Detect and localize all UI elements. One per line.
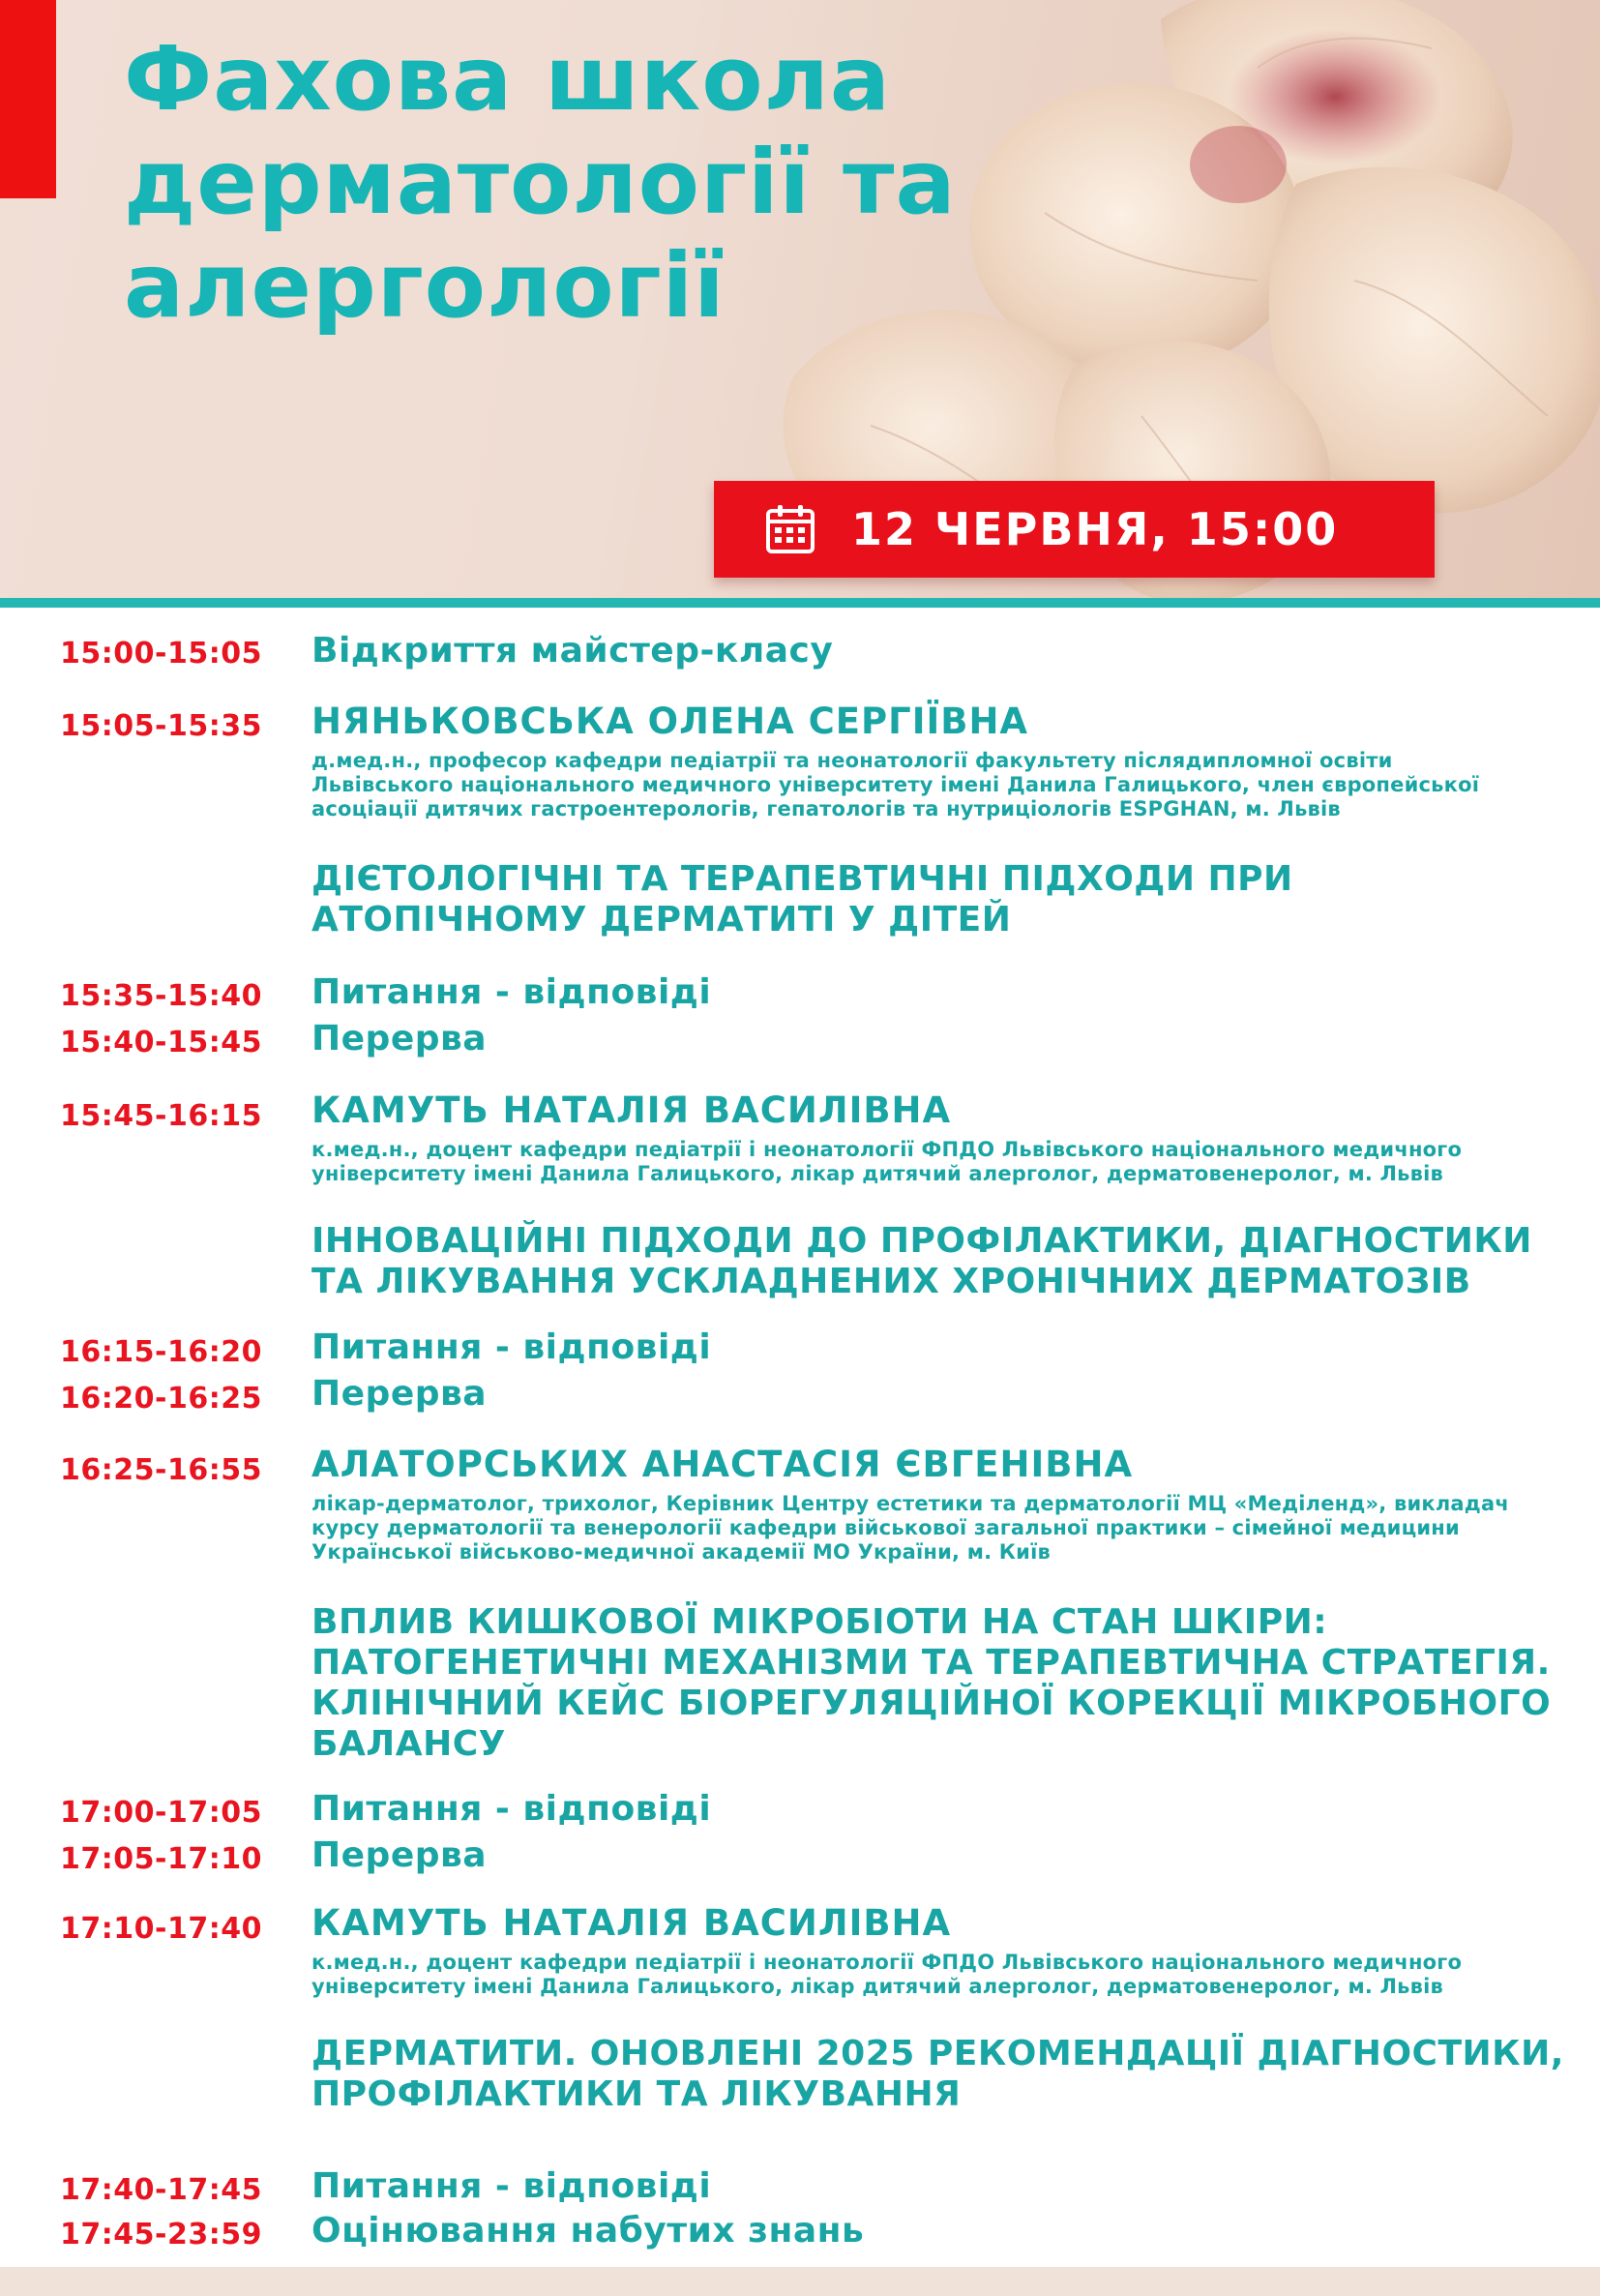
schedule-item — [311, 1374, 1588, 1414]
topic-line: ДІЄТОЛОГІЧНІ ТА ТЕРАПЕВТИЧНІ ПІДХОДИ ПРИ — [311, 859, 1293, 899]
speaker-bio — [311, 749, 1588, 821]
time-slot: 15:40-15:45 — [60, 1026, 262, 1059]
time-slot: 17:05-17:10 — [60, 1842, 262, 1876]
topic-line: ПРОФІЛАКТИКИ ТА ЛІКУВАННЯ — [311, 2074, 962, 2114]
topic-line: ДЕРМАТИТИ. ОНОВЛЕНІ 2025 РЕКОМЕНДАЦІЇ ДІАГНОСТИКИ, — [311, 2034, 1564, 2073]
topic-line: ВПЛИВ КИШКОВОЇ МІКРОБІОТИ НА СТАН ШКІРИ: — [311, 1602, 1328, 1642]
speaker-block — [311, 1902, 1588, 1999]
speaker-name: НЯНЬКОВСЬКА ОЛЕНА СЕРГІЇВНА — [311, 701, 1029, 742]
item-title: Питання - відповіді — [311, 1327, 712, 1367]
topic-line: ПАТОГЕНЕТИЧНІ МЕХАНІЗМИ ТА ТЕРАПЕВТИЧНА СТРАТЕГІЯ. — [311, 1643, 1551, 1683]
talk-topic — [311, 1221, 1532, 1302]
talk-topic — [311, 2034, 1564, 2115]
speaker-bio — [311, 1492, 1588, 1565]
red-accent-bar — [0, 0, 56, 198]
item-title: Оцінювання набутих знань — [311, 2211, 865, 2251]
hero-banner — [0, 0, 1600, 600]
item-title: Відкриття майстер-класу — [311, 631, 834, 671]
bio-line: Львівського національного медичного університету імені Данила Галицького, член європейської — [311, 773, 1480, 796]
bio-line: к.мед.н., доцент кафедри педіатрії і неонатології ФПДО Львівського національного медичного — [311, 1138, 1463, 1161]
bio-line: асоціації дитячих гастроентерологів, гепатологів та нутриціологів ESPGHAN, м. Львів — [311, 797, 1341, 820]
time-slot: 17:00-17:05 — [60, 1796, 262, 1830]
schedule-item — [311, 1019, 1588, 1059]
bio-line: курсу дерматології та венерології кафедри військової загальної практики – сімейної медицини — [311, 1516, 1460, 1539]
speaker-name: АЛАТОРСЬКИХ АНАСТАСІЯ ЄВГЕНІВНА — [311, 1444, 1134, 1485]
schedule-item — [311, 1327, 1588, 1367]
item-title: Питання - відповіді — [311, 972, 712, 1012]
schedule-item — [311, 1835, 1588, 1875]
topic-line: БАЛАНСУ — [311, 1724, 506, 1764]
calendar-icon — [764, 503, 816, 555]
item-title: Перерва — [311, 1374, 488, 1414]
title-line: дерматології та — [124, 131, 957, 234]
speaker-bio — [311, 1951, 1588, 1999]
speaker-bio — [311, 1138, 1588, 1186]
topic-line: КЛІНІЧНИЙ КЕЙС БІОРЕГУЛЯЦІЙНОЇ КОРЕКЦІЇ МІКРОБНОГО — [311, 1684, 1552, 1723]
schedule-item — [311, 972, 1588, 1012]
speaker-name: КАМУТЬ НАТАЛІЯ ВАСИЛІВНА — [311, 1089, 952, 1131]
time-slot: 17:10-17:40 — [60, 1912, 262, 1946]
topic-line: ІННОВАЦІЙНІ ПІДХОДИ ДО ПРОФІЛАКТИКИ, ДІАГНОСТИКИ — [311, 1221, 1532, 1261]
divider — [0, 598, 1600, 608]
item-title: Перерва — [311, 1019, 488, 1059]
bio-line: Української військово-медичної академії МО України, м. Київ — [311, 1540, 1051, 1564]
time-slot: 16:15-16:20 — [60, 1335, 262, 1369]
speaker-name: КАМУТЬ НАТАЛІЯ ВАСИЛІВНА — [311, 1902, 952, 1944]
talk-topic — [311, 859, 1293, 940]
time-slot: 16:20-16:25 — [60, 1382, 262, 1416]
title-line: алергології — [124, 234, 726, 338]
bio-line: університету імені Данила Галицького, лікар дитячий алерголог, дерматовенеролог, м. Львів — [311, 1975, 1444, 1998]
time-slot: 15:35-15:40 — [60, 979, 262, 1013]
speaker-block — [311, 701, 1588, 821]
schedule-item — [311, 631, 1588, 671]
time-slot: 17:40-17:45 — [60, 2173, 262, 2207]
time-slot: 17:45-23:59 — [60, 2218, 262, 2251]
time-slot: 15:00-15:05 — [60, 637, 262, 671]
bio-line: університету імені Данила Галицького, лікар дитячий алерголог, дерматовенеролог, м. Львів — [311, 1162, 1444, 1185]
schedule-item — [311, 2211, 1588, 2251]
bio-line: лікар-дерматолог, трихолог, Керівник Центру естетики та дерматології МЦ «Меділенд», викладач — [311, 1492, 1509, 1515]
footer-band — [0, 2267, 1600, 2296]
schedule-item — [311, 2166, 1588, 2206]
topic-line: АТОПІЧНОМУ ДЕРМАТИТІ У ДІТЕЙ — [311, 900, 1012, 939]
speaker-block — [311, 1444, 1588, 1565]
speaker-block — [311, 1089, 1588, 1186]
item-title: Перерва — [311, 1835, 488, 1875]
event-date: 12 ЧЕРВНЯ, 15:00 — [851, 503, 1339, 555]
time-slot: 15:45-16:15 — [60, 1099, 262, 1133]
time-slot: 15:05-15:35 — [60, 709, 262, 743]
item-title: Питання - відповіді — [311, 1789, 712, 1829]
bio-line: д.мед.н., професор кафедри педіатрії та неонатології факультету післядипломної освіти — [311, 749, 1393, 772]
talk-topic — [311, 1602, 1551, 1765]
time-slot: 16:25-16:55 — [60, 1453, 262, 1487]
schedule-item — [311, 1789, 1588, 1829]
bio-line: к.мед.н., доцент кафедри педіатрії і неонатології ФПДО Львівського національного медичного — [311, 1951, 1463, 1974]
item-title: Питання - відповіді — [311, 2166, 712, 2206]
page-title — [124, 27, 957, 338]
date-badge — [714, 481, 1435, 578]
title-line: Фахова школа — [124, 27, 892, 131]
topic-line: ТА ЛІКУВАННЯ УСКЛАДНЕНИХ ХРОНІЧНИХ ДЕРМАТОЗІВ — [311, 1262, 1471, 1301]
